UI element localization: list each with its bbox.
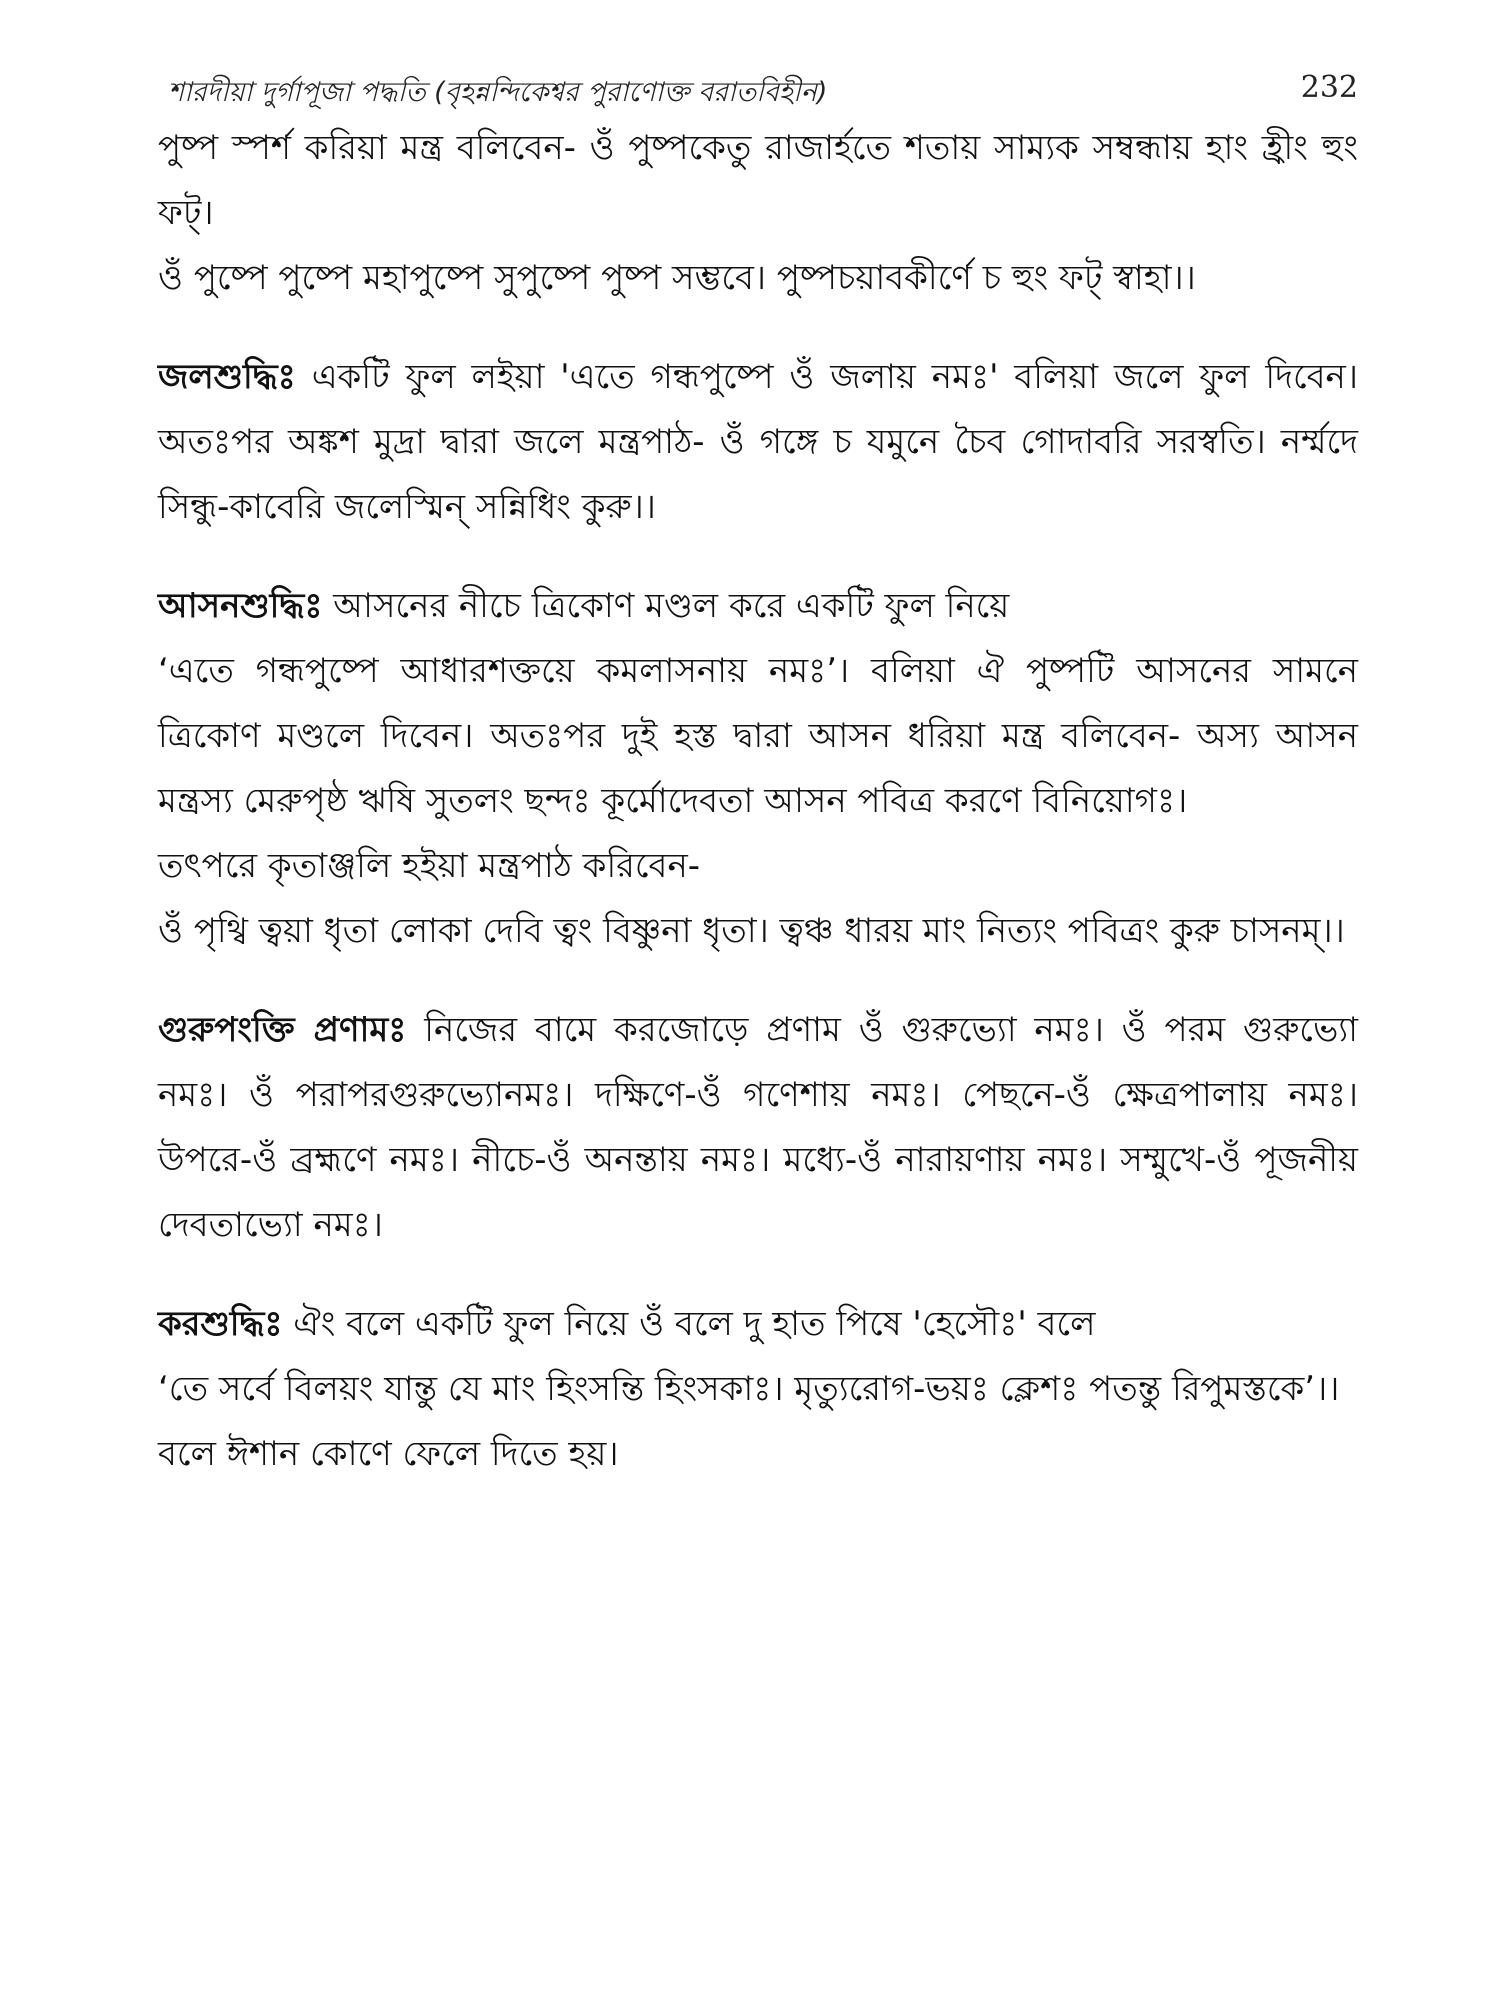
paragraph-text: ‘তে সর্বে বিলয়ং যান্তু যে মাং হিংসন্তি হিংসকাঃ। মৃত্যুরোগ-ভয়ঃ ক্লেশঃ পতন্তু রিপুমস্তকে’।। (158, 1369, 1340, 1409)
paragraph-te-sarve-mantra (158, 1357, 1358, 1422)
book-title: শারদীয়া দুর্গাপূজা পদ্ধতি (বৃহন্নন্দিকেশ্বর পুরাণোক্ত বরাতবিহীন) (168, 77, 828, 108)
paragraph-text: একটি ফুল লইয়া 'এতে গন্ধপুষ্পে ওঁ জলায় নমঃ' বলিয়া জলে ফুল দিবেন। অতঃপর অঙ্কশ মুদ্রা দ্বারা জলে মন্ত্রপাঠ- ওঁ গঙ্গে চ যমুনে চৈব গোদাবরি সরস্বতি। নর্ম্মদে সিন্ধু-কাবেরি জলেস্মিন্ সন্নিধিং কুরু।। (158, 357, 1358, 527)
paragraph-jalashuddhi (158, 345, 1358, 540)
page-number: 232 (1300, 70, 1358, 105)
paragraph-adharashakti (158, 639, 1358, 834)
paragraph-text: পুষ্প স্পর্শ করিয়া মন্ত্র বলিবেন- ওঁ পুষ্পকেতু রাজার্হতে শতায় সাম্যক সম্বন্ধায় হাং হ্রীং হুং ফট্। (158, 128, 1358, 233)
section-heading-karashuddhi: করশুদ্ধিঃ (158, 1304, 283, 1344)
paragraph-text: তৎপরে কৃতাঞ্জলি হইয়া মন্ত্রপাঠ করিবেন- (158, 846, 701, 886)
section-heading-gurupankti: গুরুপংক্তি প্রণামঃ (158, 1010, 407, 1050)
paragraph-karashuddhi (158, 1292, 1358, 1357)
paragraph-kritanjali (158, 834, 1358, 899)
book-page (158, 62, 1358, 1487)
paragraph-pushpe-mantra (158, 246, 1358, 311)
paragraph-text: ওঁ পুষ্পে পুষ্পে মহাপুষ্পে সুপুষ্পে পুষ্প সম্ভবে। পুষ্পচয়াবকীর্ণে চ হুং ফট্ স্বাহা।। (158, 258, 1196, 298)
paragraph-ishan-kone (158, 1422, 1358, 1487)
paragraph-text: নিজের বামে করজোড়ে প্রণাম ওঁ গুরুভ্যো নমঃ। ওঁ পরম গুরুভ্যো নমঃ। ওঁ পরাপরগুরুভ্যোনমঃ। দক্ষিণে-ওঁ গণেশায় নমঃ। পেছনে-ওঁ ক্ষেত্রপালায় নমঃ। উপরে-ওঁ ব্রহ্মণে নমঃ। নীচে-ওঁ অনন্তায় নমঃ। মধ্যে-ওঁ নারায়ণায় নমঃ। সম্মুখে-ওঁ পূজনীয় দেবতাভ্যো নমঃ। (158, 1010, 1358, 1245)
section-heading-asanashuddhi: আসনশুদ্ধিঃ (158, 586, 323, 626)
paragraph-text: ‘এতে গন্ধপুষ্পে আধারশক্তয়ে কমলাসনায় নমঃ’। বলিয়া ঐ পুষ্পটি আসনের সামনে ত্রিকোণ মণ্ডলে দিবেন। অতঃপর দুই হস্ত দ্বারা আসন ধরিয়া মন্ত্র বলিবেন- অস্য আসন মন্ত্রস্য মেরুপৃষ্ঠ ঋষি সুতলং ছন্দঃ কূর্মোদেবতা আসন পবিত্র করণে বিনিয়োগঃ। (158, 651, 1358, 821)
paragraph-text: বলে ঈশান কোণে ফেলে দিতে হয়। (158, 1434, 619, 1474)
paragraph-asanashuddhi (158, 574, 1358, 639)
paragraph-text: আসনের নীচে ত্রিকোণ মণ্ডল করে একটি ফুল নিয়ে (322, 586, 1010, 626)
paragraph-text: ওঁ পৃথ্বি ত্বয়া ধৃতা লোকা দেবি ত্বং বিষ্ণুনা ধৃতা। ত্বঞ্চ ধারয় মাং নিত্যং পবিত্রং কুরু চাসনম্।। (158, 911, 1345, 951)
section-heading-jalashuddhi: জলশুদ্ধিঃ (158, 357, 296, 397)
running-header (158, 62, 1358, 116)
paragraph-text: ঐং বলে একটি ফুল নিয়ে ওঁ বলে দু হাত পিষে 'হেসৌঃ' বলে (282, 1304, 1096, 1344)
paragraph-prithvi-mantra (158, 899, 1358, 964)
paragraph-gurupankti (158, 998, 1358, 1258)
page-body (158, 116, 1358, 1487)
paragraph-pushpa-sparsha (158, 116, 1358, 246)
